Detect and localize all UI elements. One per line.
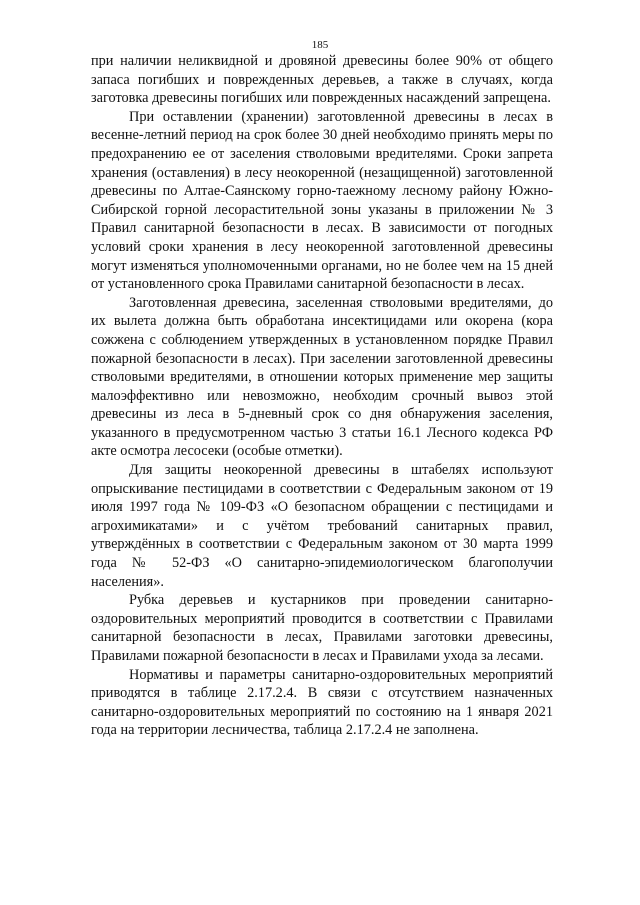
paragraph-norms-table: Нормативы и параметры санитарно-оздоровительных мероприятий приводятся в таблице 2.17.2.4. В связи с отсутствием назначенных санитарно-оздоровительных мероприятий по состоянию на 1 января 2021 года на территории лесничества, таблица 2.17.2.4 не заполнена. (91, 666, 553, 739)
paragraph-continuation: при наличии неликвидной и дровяной древесины более 90% от общего запаса погибших и поврежденных деревьев, а также в случаях, когда заготовка древесины погибших или поврежденных насаждений запрещена. (91, 53, 553, 107)
paragraph-sanitary-felling: Рубка деревьев и кустарников при проведении санитарно-оздоровительных мероприятий проводится в соответствии с Правилами санитарной безопасности в лесах, Правилами заготовки древесины, Правилами пожарной безопасности в лесах и Правилами ухода за лесами. (91, 592, 553, 664)
paragraph-infested-wood: Заготовленная древесина, заселенная стволовыми вредителями, до их вылета должна быть обработана инсектицидами или окорена (кора сожжена с соблюдением утвержденных в установленном порядке Правил пожарной безопасности в лесах). При заселении заготовленной древесины стволовыми вредителями, в отношении которых применение мер защиты малоэффективно или невозможно, необходим срочный вывоз этой древесины из леса в 5-дневный срок со дня обнаружения заселения, указанного в предусмотренном частью 3 статьи 16.1 Лесного кодекса РФ акте осмотра лесосеки (особые отметки). (91, 294, 553, 460)
paragraph-wood-storage: При оставлении (хранении) заготовленной древесины в лесах в весенне-летний период на срок более 30 дней необходимо принять меры по предохранению ее от заселения стволовыми вредителями. Сроки запрета хранения (оставления) в лесу неокоренной (незащищенной) заготовленной древесины по Алтае-Саянскому горно-таежному лесному району Южно-Сибирской горной лесорастительной зоны указаны в приложении № 3 Правил санитарной безопасности в лесах. В зависимости от погодных условий сроки хранения в лесу неокоренной заготовленной древесины могут изменяться уполномоченными органами, но не более чем на 15 дней от установленного срока Правилами санитарной безопасности в лесах. (91, 108, 553, 293)
paragraph-pesticide-protection: Для защиты неокоренной древесины в штабелях используют опрыскивание пестицидами в соответствии с Федеральным законом от 19 июля 1997 года № 109-ФЗ «О безопасном обращении с пестицидами и агрохимикатами» и с учётом требований санитарных правил, утверждённых в соответствии с Федеральным законом от 30 марта 1999 года № 52-ФЗ «О санитарно-эпидемиологическом благополучии населения». (91, 462, 553, 590)
document-body (91, 52, 553, 740)
page-number: 185 (311, 39, 329, 51)
